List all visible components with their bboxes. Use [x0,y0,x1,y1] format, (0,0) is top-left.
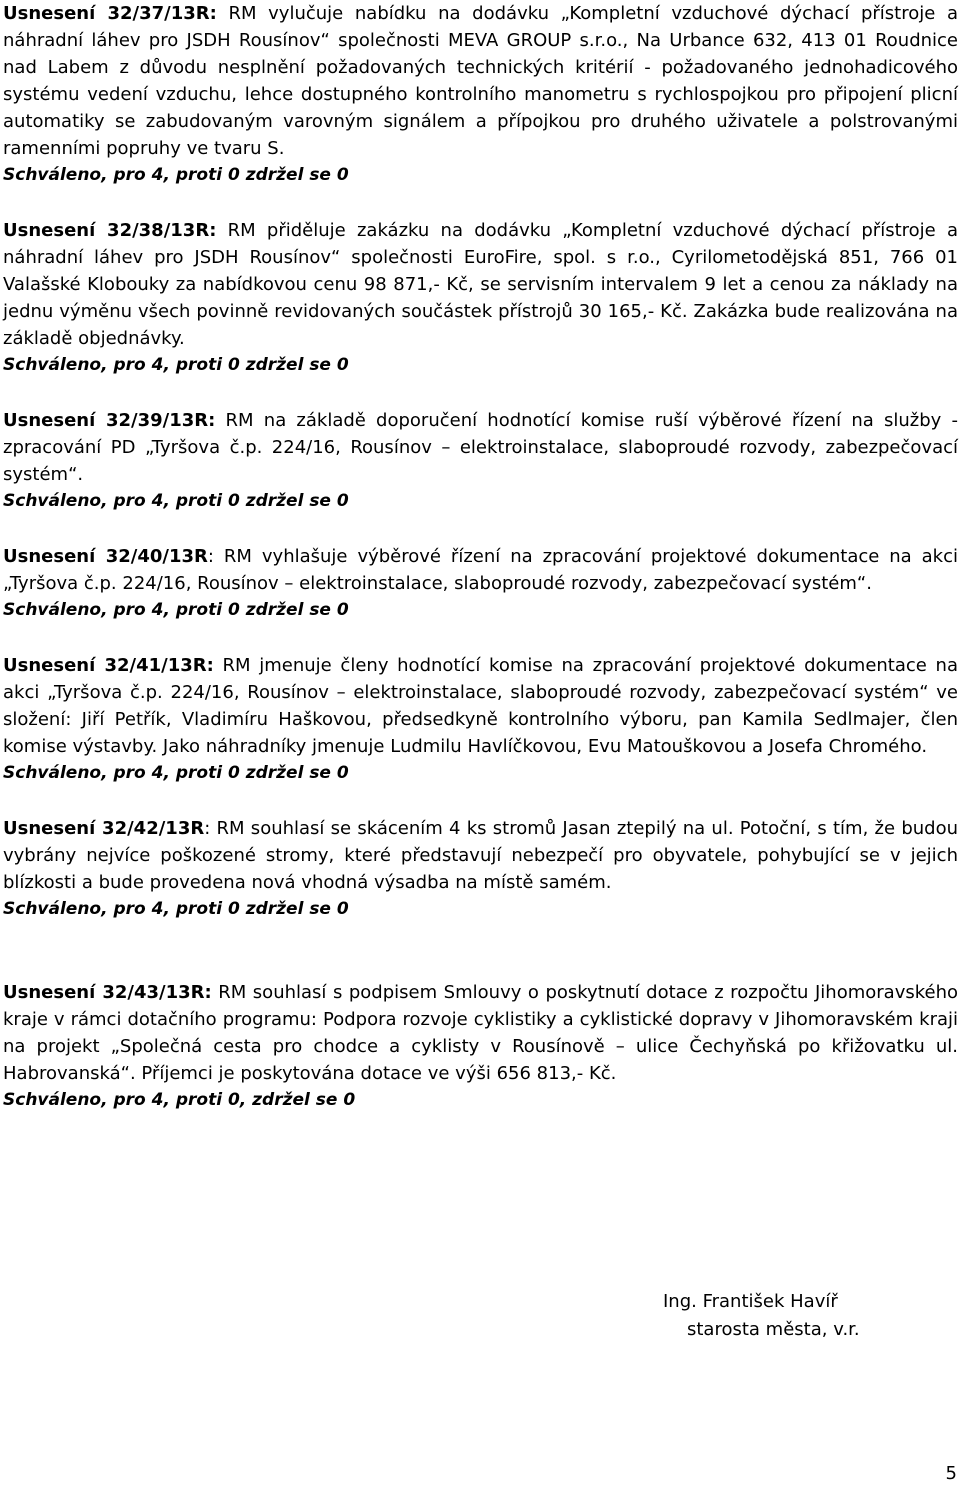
resolution-body: : RM souhlasí se skácením 4 ks stromů Jasan ztepilý na ul. Potoční, s tím, že budou vybrány nejvíce poškozené stromy, které představují nebezpečí pro obyvatele, pohybující se v jejich blízkosti a bude provedena nová vhodná výsadba na místě samém. [3,818,959,893]
resolution-body: RM na základě doporučení hodnotící komise ruší výběrové řízení na služby - zpracování PD „Tyršova č.p. 224/16, Rousínov – elektroinstalace, slaboproudé rozvody, zabezpečovací systém“. [3,410,958,485]
resolution-body: : RM vyhlašuje výběrové řízení na zpracování projektové dokumentace na akci „Tyršova č.p. 224/16, Rousínov – elektroinstalace, slaboproudé rozvody, zabezpečovací systém“. [3,546,958,594]
approval-line: Schváleno, pro 4, proti 0 zdržel se 0 [3,600,349,620]
page-number: 5 [945,1463,957,1484]
approval-line: Schváleno, pro 4, proti 0 zdržel se 0 [3,763,349,783]
resolution-text [3,815,958,896]
spacer [3,787,958,815]
resolution-text [3,407,958,488]
resolution-body: RM jmenuje členy hodnotící komise na zpracování projektové dokumentace na akci „Tyršova č.p. 224/16, Rousínov – elektroinstalace, slaboproudé rozvody, zabezpečovací systém“ ve složení: Jiří Petřík, Vladimíru Haškovou, předsedkyně kontrolního výboru, pan Kamila Sedlmajer, člen komise výstavby. Jako náhradníky jmenuje Ludmilu Havlíčkovou, Evu Matouškovou a Josefa Chromého. [3,655,958,757]
resolution-label: Usnesení 32/37/13R: [3,3,217,24]
approval-line: Schváleno, pro 4, proti 0 zdržel se 0 [3,491,349,511]
resolution-label: Usnesení 32/38/13R: [3,220,217,241]
resolution-block [3,407,958,515]
resolution-body: RM souhlasí s podpisem Smlouvy o poskytnutí dotace z rozpočtu Jihomoravského kraje v rámci dotačního programu: Podpora rozvoje cyklistiky a cyklistické dopravy v Jihomoravském kraji na projekt „Společná cesta pro chodce a cyklisty v Rousínově – ulice Čechyňská po křižovatku ul. Habrovanská“. Příjemci je poskytována dotace ve výši 656 813,- Kč. [3,982,958,1084]
resolution-text [3,652,958,760]
approval-line: Schváleno, pro 4, proti 0 zdržel se 0 [3,899,349,919]
resolution-block [3,652,958,787]
resolution-text [3,979,958,1087]
resolution-label: Usnesení 32/41/13R: [3,655,214,676]
resolution-body: RM přiděluje zakázku na dodávku „Kompletní vzduchové dýchací přístroje a náhradní láhev pro JSDH Rousínov“ společnosti EuroFire, spol. s r.o., Cyrilometodějská 851, 766 01 Valašské Klobouky za nabídkovou cenu 98 871,- Kč, se servisním intervalem 9 let a cenou za náklady na jednu výměnu všech povinně revidovaných součástek přístrojů 30 165,- Kč. Zakázka bude realizována na základě objednávky. [3,220,959,349]
approval-line: Schváleno, pro 4, proti 0, zdržel se 0 [3,1090,356,1110]
spacer [3,624,958,652]
resolution-block [3,815,958,923]
signatory-name: Ing. František Havíř [663,1291,838,1312]
spacer [3,923,958,979]
resolution-label: Usnesení 32/42/13R [3,818,205,839]
resolution-block [3,217,958,379]
resolution-block [3,979,958,1114]
signature-block [663,1288,860,1344]
spacer [3,379,958,407]
document-page [3,0,958,1114]
resolution-label: Usnesení 32/39/13R: [3,410,216,431]
resolution-text [3,217,958,352]
resolution-text [3,0,958,162]
resolution-block [3,543,958,624]
spacer [3,515,958,543]
resolution-block [3,0,958,189]
resolution-label: Usnesení 32/43/13R: [3,982,212,1003]
signatory-role: starosta města, v.r. [687,1319,860,1340]
approval-line: Schváleno, pro 4, proti 0 zdržel se 0 [3,355,349,375]
resolution-body: RM vylučuje nabídku na dodávku „Kompletní vzduchové dýchací přístroje a náhradní láhev pro JSDH Rousínov“ společnosti MEVA GROUP s.r.o., Na Urbance 632, 413 01 Roudnice nad Labem z důvodu nesplnění požadovaných technických kritérií - požadovaného jednohadicového systému vedení vzduchu, lehce dostupného kontrolního manometru s rychlospojkou pro připojení plicní automatiky se zabudovaným varovným signálem a přípojkou pro druhého uživatele a polstrovanými ramenními popruhy ve tvaru S. [3,3,958,159]
resolution-text [3,543,958,597]
resolution-label: Usnesení 32/40/13R [3,546,208,567]
approval-line: Schváleno, pro 4, proti 0 zdržel se 0 [3,165,349,185]
spacer [3,189,958,217]
